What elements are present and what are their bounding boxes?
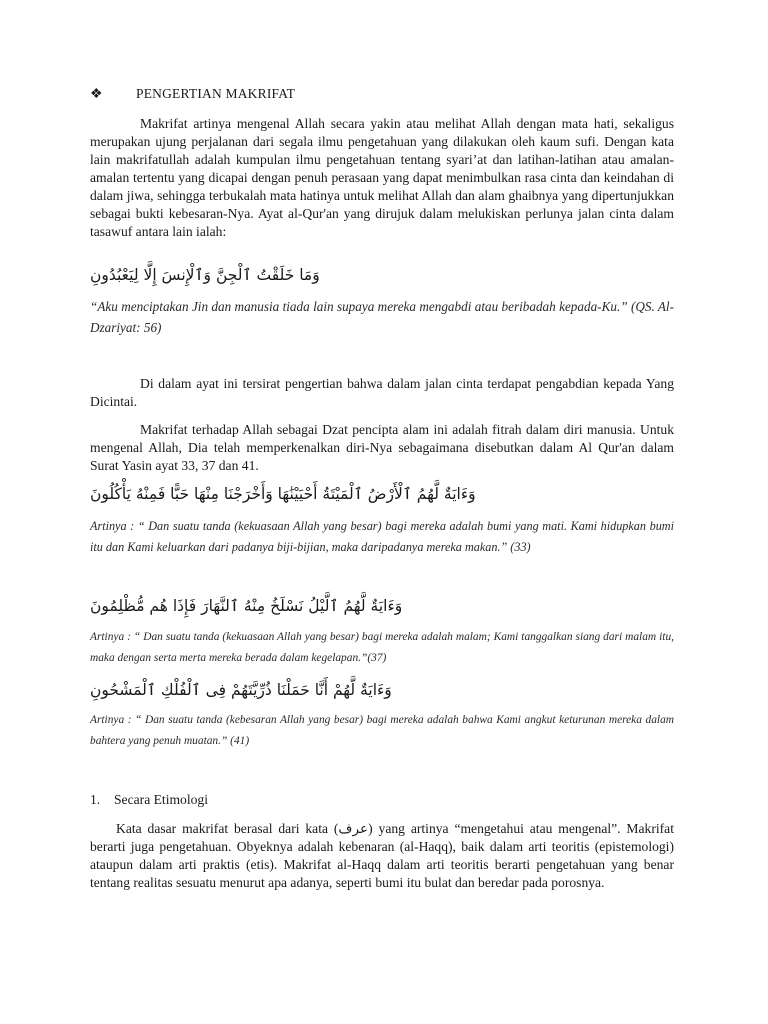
paragraph-etymology: Kata dasar makrifat berasal dari kata (عرف) yang artinya “mengetahui atau mengenal”. Makrifat berarti juga pengetahuan. Obyeknya adalah kebenaran (al-Haqq), baik dalam arti teoritis (epistemologi) ataupun dalam arti praktis (etis). Makrifat al-Haqq dalam arti teoritis berarti pengetahuan yang benar tentang realitas sesuatu menurut apa adanya, seperti bumi itu bulat dan beredar pada porosnya. [90,821,674,890]
arabic-verse-yasin-41: وَءَايَةٌ لَّهُمْ أَنَّا حَمَلْنَا ذُرِّيَّتَهُمْ فِى ٱلْفُلْكِ ٱلْمَشْحُونِ [90,681,392,699]
subsection-number: 1. [90,792,101,807]
subsection-heading [90,792,208,808]
translation-yasin-41: Artinya : “ Dan suatu tanda (kebesaran Allah yang besar) bagi mereka adalah bahwa Kami angkut keturunan mereka dalam bahtera yang penuh muatan.” (41) [90,714,674,747]
subsection-title: Secara Etimologi [114,792,208,807]
diamond-bullet-icon: ❖ [90,87,103,102]
arabic-verse-dzariyat-56: وَمَا خَلَقْتُ ٱلْجِنَّ وَٱلْإِنسَ إِلَّا لِيَعْبُدُونِ [90,266,320,284]
heading-title: PENGERTIAN MAKRIFAT [136,86,296,101]
paragraph-definition: Makrifat artinya mengenal Allah secara yakin atau melihat Allah dengan mata hati, sekaligus merupakan ujung perjalanan dari segala ilmu pengetahuan yang dilakukan oleh kaum sufi. Dengan kata lain makrifatullah adalah kumpulan ilmu pengetahuan tentang syari’at dan latihan-latihan atau amalan-amalan tertentu yang dicapai dengan penuh perasaan yang dapat menimbulkan rasa cinta dan keindahan di dalam jiwa, sehingga terbukalah mata hatinya untuk melihat Allah dan alam ghaibnya yang dipertunjukkan sebagai bukti kebesaran-Nya. Ayat al-Qur'an yang dirujuk dalam melukiskan perlunya jalan cinta dalam tasawuf antara lain ialah: [90,116,674,239]
arabic-verse-yasin-33: وَءَايَةٌ لَّهُمُ ٱلْأَرْضُ ٱلْمَيْتَةُ أَحْيَيْنَٰهَا وَأَخْرَجْنَا مِنْهَا حَبًّا فَمِنْهُ يَأْكُلُونَ [90,485,476,503]
translation-yasin-37: Artinya : “ Dan suatu tanda (kekuasaan Allah yang besar) bagi mereka adalah malam; Kami tanggalkan siang dari malam itu, maka dengan serta merta mereka berada dalam kegelapan.”(37) [90,631,674,664]
translation-dzariyat-56: “Aku menciptakan Jin dan manusia tiada lain supaya mereka mengabdi atau beribadah kepada-Ku.” (QS. Al-Dzariyat: 56) [90,299,674,335]
section-heading [90,86,674,103]
paragraph-path-of-love: Di dalam ayat ini tersirat pengertian bahwa dalam jalan cinta terdapat pengabdian kepada Yang Dicintai. [90,376,674,409]
arabic-verse-yasin-37: وَءَايَةٌ لَّهُمُ ٱلَّيْلُ نَسْلَخُ مِنْهُ ٱلنَّهَارَ فَإِذَا هُم مُّظْلِمُونَ [90,597,403,615]
paragraph-fitrah: Makrifat terhadap Allah sebagai Dzat pencipta alam ini adalah fitrah dalam diri manusia. Untuk mengenal Allah, Dia telah memperkenalkan diri-Nya sebagaimana disebutkan dalam Al Qur'an dalam Surat Yasin ayat 33, 37 dan 41. [90,422,674,473]
translation-yasin-33: Artinya : “ Dan suatu tanda (kekuasaan Allah yang besar) bagi mereka adalah bumi yang mati. Kami hidupkan bumi itu dan Kami keluarkan dari padanya biji-bijian, maka daripadanya mereka makan.” (33) [90,519,674,554]
